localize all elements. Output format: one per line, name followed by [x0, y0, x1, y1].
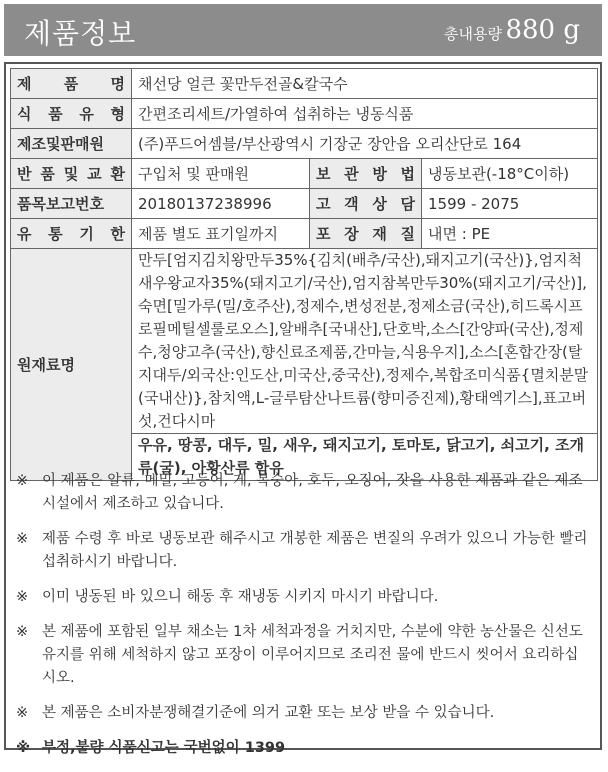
notes-list	[16, 470, 590, 772]
value-expiry: 제품 별도 표기일까지	[132, 219, 310, 249]
row-maker	[11, 129, 598, 159]
label-char: 담	[400, 195, 415, 213]
value-ingredients: 만두[엄지김치왕만두35%{김치(배추/국산),돼지고기(국산)},엄지척새우왕교자35%(돼지고기/국산),엄지참복만두30%(돼지고기/국산)],숙면[밀가루(밀/호주산),정제수,변성전분,정제소금(국산),히드록시프로필메틸셀룰로오스],알배추[국내산],단호박,소스[간양파(국산),정제수,청양고추(국산),향신료조제품,간마늘,식용우지],소스[혼합간장(탈지대두/외국산:인도산,미국산,중국산),정제수,복합조미식품{멸치분말(국내산)},참치액,L-글루탐산나트륨(향미증진제),황태엑기스],표고버섯,건다시마	[132, 249, 598, 434]
label-report: 품목보고번호	[11, 189, 132, 219]
note-mark: ※	[16, 531, 29, 547]
label-food-type	[11, 99, 132, 129]
weight-label: 총내용량	[444, 25, 502, 43]
label-char: 교	[87, 165, 102, 183]
label-char: 품	[48, 105, 63, 123]
note-item: ※ 제품 수령 후 바로 냉동보관 해주시고 개봉한 제품은 변질의 우려가 있으니 가능한 빨리 섭취하시기 바랍니다.	[16, 528, 590, 574]
value-return: 구입처 및 판매원	[132, 159, 310, 189]
note-mark: ※	[16, 473, 29, 489]
note-mark: ※	[16, 740, 31, 756]
label-char: 및	[63, 165, 79, 183]
label-maker: 제조및판매원	[11, 129, 132, 159]
value-product-name: 채선당 얼큰 꽃만두전골&칼국수	[132, 69, 598, 99]
label-char: 고	[316, 195, 331, 213]
label-char: 통	[48, 225, 63, 243]
label-customer	[310, 189, 422, 219]
label-char: 법	[400, 165, 415, 183]
value-maker: (주)푸드어셈블/부산광역시 기장군 장안읍 오리산단로 164	[132, 129, 598, 159]
label-char: 반	[17, 165, 32, 183]
label-char: 기	[79, 225, 94, 243]
weight-value: 880 g	[505, 15, 580, 45]
note-item: ※ 본 제품은 소비자분쟁해결기준에 의거 교환 또는 보상 받을 수 있습니다.	[16, 702, 590, 725]
label-char: 관	[344, 165, 359, 183]
row-return	[11, 159, 598, 189]
label-char: 객	[344, 195, 359, 213]
note-report-hotline: ※ 부정,불량 식품신고는 국번없이 1399	[16, 737, 590, 760]
label-return	[11, 159, 132, 189]
label-product-name	[11, 69, 132, 99]
label-char: 유	[17, 225, 32, 243]
value-storage: 냉동보관(-18°C이하)	[422, 159, 598, 189]
label-char: 보	[316, 165, 331, 183]
product-info-table	[10, 68, 598, 481]
label-char: 제	[17, 75, 32, 93]
note-item: ※ 본 제품에 포함된 일부 채소는 1차 세척과정을 거치지만, 수분에 약한 농산물은 신선도 유지를 위해 세척하지 않고 포장이 이루어지므로 조리전 물에 반드시 씻어서 요리하십시오.	[16, 621, 590, 690]
label-char: 방	[372, 165, 387, 183]
label-expiry	[11, 219, 132, 249]
value-food-type: 간편조리세트/가열하여 섭취하는 냉동식품	[132, 99, 598, 129]
label-char: 포	[316, 225, 331, 243]
row-ingredients	[11, 249, 598, 434]
note-mark: ※	[16, 589, 29, 605]
row-product-name	[11, 69, 598, 99]
label-char: 재	[372, 225, 387, 243]
value-allergy: 우유, 땅콩, 대두, 밀, 새우, 돼지고기, 토마토, 닭고기, 쇠고기, 조개류(굴), 아황산류 함유	[132, 434, 598, 481]
note-item: ※ 이 제품은 알류, 메밀, 고등어, 게, 복숭아, 호두, 오징어, 잣을 사용한 제품과 같은 제조시설에서 제조하고 있습니다.	[16, 470, 590, 516]
label-char: 유	[79, 105, 94, 123]
label-packaging	[310, 219, 422, 249]
value-packaging: 내면 : PE	[422, 219, 598, 249]
label-char: 환	[110, 165, 125, 183]
info-frame	[4, 62, 602, 756]
label-char: 품	[63, 75, 79, 93]
note-mark: ※	[16, 705, 29, 721]
label-char: 품	[40, 165, 55, 183]
label-char: 한	[110, 225, 125, 243]
label-ingredients: 원재료명	[11, 249, 132, 481]
label-char: 식	[17, 105, 32, 123]
value-report: 20180137238996	[132, 189, 310, 219]
row-food-type	[11, 99, 598, 129]
label-char: 상	[372, 195, 387, 213]
label-char: 질	[400, 225, 415, 243]
value-customer: 1599 - 2075	[422, 189, 598, 219]
label-storage	[310, 159, 422, 189]
row-expiry	[11, 219, 598, 249]
note-item: ※ 이미 냉동된 바 있으니 해동 후 재냉동 시키지 마시기 바랍니다.	[16, 586, 590, 609]
label-char: 명	[110, 75, 125, 93]
label-char: 형	[110, 105, 125, 123]
note-mark: ※	[16, 624, 29, 640]
label-char: 장	[344, 225, 359, 243]
header-bar	[4, 4, 602, 56]
page-title: 제품정보	[24, 17, 137, 50]
row-report	[11, 189, 598, 219]
